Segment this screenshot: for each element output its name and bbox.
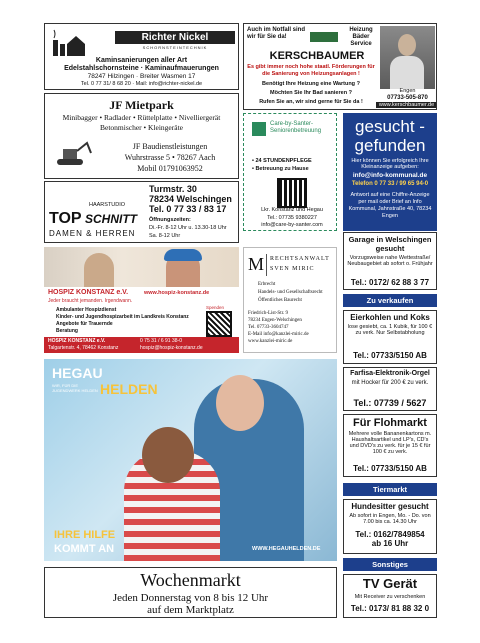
care-item1: • 24 STUNDENPFLEGE (252, 158, 312, 164)
hospiz-foot-addr: Talgartenstr. 4, 78462 Konstanz (48, 345, 119, 351)
gesucht-tel: Telefon 0 77 33 / 99 65 94-0 (351, 181, 429, 187)
anwalt-title1: RECHTSANWALT (270, 256, 330, 262)
kersch-l2: Benötigt Ihre Heizung eine Wartung ? (262, 81, 360, 87)
ad-top-schnitt (44, 181, 239, 243)
wochenmarkt-line1: Jeden Donnerstag von 8 bis 12 Uhr (112, 592, 269, 604)
kersch-photo (380, 26, 435, 89)
section-sonstiges: Sonstiges (343, 558, 437, 571)
hundesitter-text: Ab sofort in Engen, Mo. - Do. von 7.00 bis ca. 14.30 Uhr (349, 513, 431, 525)
care-mail: info@care-by-santer.com (261, 222, 323, 228)
anwalt-mail: E-Mail info@kanzlei-miric.de (248, 332, 309, 337)
topschnitt-hours1: Di.-Fr. 8-12 Uhr u. 13.30-18 Uhr (149, 225, 227, 231)
topschnitt-tel: Tel. 0 77 33 / 83 17 (149, 204, 227, 214)
farfisa-tel: Tel.: 07739 / 5627 (353, 398, 427, 408)
hegau-sub: WIR, FÜR DIE JUGENDWERK HELDEN (52, 383, 98, 393)
hundesitter-tel: Tel.: 0162/7849854 ab 16 Uhr (355, 530, 425, 548)
topschnitt-brand1: TOP (49, 210, 82, 227)
ad-tv-geraet (343, 574, 437, 618)
garage-tel: Tel.: 0172/ 62 88 3 77 (350, 278, 430, 287)
ad-hospiz-konstanz (44, 247, 239, 353)
hegau-helden: HELDEN (100, 381, 158, 397)
flohmarkt-text: Mehrere volle Bananenkartons m. Haushaltsartikel und LP's, CD's und DVD's zu verk. für je 15 € für 100 € zu verk. (348, 431, 432, 455)
ad-flohmarkt (343, 414, 437, 477)
richter-line2: Edelstahlschornsteine · Kaminaufmauerungen (64, 65, 219, 72)
richter-line4: Tel. 0 77 31/ 8 68 20 · Mail: info@richter-nickel.de (80, 81, 203, 87)
anwalt-area2: Handels- und Gesellschaftsrecht (258, 290, 323, 295)
anwalt-addr2: 78234 Engen-Welschingen (248, 318, 302, 323)
care-area: Lkr. Konstanz und Hegau (261, 207, 323, 213)
mietpark-title: JF Mietpark (109, 98, 174, 112)
hospiz-foot-tel: 0 75 31 / 6 91 38-0 (140, 338, 182, 344)
hegau-cta1: IHRE HILFE (54, 529, 116, 541)
richter-brand: Richter Nickel (115, 31, 235, 44)
hospiz-item-2: Angebote für Trauernde (56, 321, 113, 327)
hospiz-qr-code (206, 311, 232, 337)
gesucht-mail: info@info-kommunal.de (352, 172, 428, 179)
care-item2: • Betreuung zu Hause (252, 166, 309, 172)
mietpark-line1: Minibagger • Radlader • Rüttelplatte • Nivelliergerät (62, 113, 221, 122)
farfisa-text: mit Hocker für 200 € zu verk. (351, 380, 429, 386)
wochenmarkt-title: Wochenmarkt (140, 570, 241, 590)
richter-brand-sub: SCHORNSTEINTECHNIK (142, 45, 208, 50)
chimney-house-icon (51, 28, 85, 58)
hospiz-item-1: Kinder- und Jugendhospizarbeit im Landkreis Konstanz (56, 314, 189, 320)
ad-care-by-santer (243, 113, 337, 231)
flohmarkt-tel: Tel.: 07733/5150 AB (353, 464, 427, 473)
ad-gesucht-gefunden (343, 113, 437, 231)
mietpark-street: Wuhrstrasse 5 • 78267 Aach (124, 153, 216, 162)
gesucht-text1: Hier können Sie erfolgreich Ihre Kleinanzeige aufgeben: (351, 158, 429, 170)
hospiz-item-3: Beratung (56, 328, 78, 334)
section-tiermarkt: Tiermarkt (343, 483, 437, 496)
hegau-nurse-face (216, 375, 264, 431)
hegau-web: WWW.HEGAUHELDEN.DE (252, 546, 321, 552)
anwalt-title2: SVEN MIRIC (270, 266, 315, 272)
ad-kerschbaumer (243, 23, 437, 110)
tv-text: Mit Receiver zu verschenken (354, 594, 426, 600)
mietpark-phone: Mobil 01791063952 (137, 164, 203, 173)
flohmarkt-title: Für Flohmarkt (353, 417, 427, 429)
hospiz-foot-brand: HOSPIZ KONSTANZ e.V. (48, 338, 106, 344)
kersch-web: www.kerschbaumer.de (376, 102, 437, 108)
richter-line1: Kaminsanierungen aller Art (95, 57, 188, 64)
eierkohlen-title: Eierkohlen und Koks (350, 313, 430, 322)
topschnitt-hours2: Sa. 8-12 Uhr (149, 233, 181, 239)
hospiz-photo (44, 247, 239, 287)
mietpark-company: JF Baudienstleistungen (132, 142, 208, 151)
kersch-l4: Rufen Sie an, wir sind gerne für Sie da ! (259, 99, 363, 105)
kersch-city: Engen (399, 88, 416, 94)
kersch-l1: Es gibt immer noch hohe staatl. Förderungen für die Sanierung von Heizungsanlagen ! (247, 64, 375, 77)
ad-hegau-helden (44, 359, 337, 561)
section-zu-verkaufen: Zu verkaufen (343, 294, 437, 307)
anwalt-divider (266, 254, 267, 276)
garage-text: Vorzugsweise nahe Wettestraße/ Neubaugebiet ab sofort o. Frühjahr (347, 255, 433, 267)
anwalt-initial: M (248, 254, 265, 274)
hospiz-person-left (84, 253, 114, 287)
topschnitt-street: Turmstr. 30 (149, 184, 197, 194)
hospiz-web: www.hospiz-konstanz.de (144, 290, 210, 296)
eierkohlen-text: lose gesiebt, ca. 1 Kubik, für 100 € zu verk. Nur Selbstabholung (347, 324, 433, 336)
tv-tel: Tel.: 0173/ 81 88 32 0 (350, 604, 430, 613)
anwalt-area3: Öffentliches Baurecht (258, 298, 302, 303)
kersch-brand: KERSCHBAUMER (269, 50, 365, 62)
hospiz-foot-mail: hospiz@hospiz-konstanz.de (140, 345, 203, 351)
topschnitt-city: 78234 Welschingen (149, 194, 232, 204)
ad-rechtsanwalt-miric (243, 247, 337, 353)
kersch-phone: 07733-505-870 (387, 95, 428, 101)
tv-title: TV Gerät (362, 576, 418, 591)
hospiz-slogan: Jeder braucht jemanden. Irgendwann. (48, 298, 133, 304)
kersch-person-body (390, 56, 424, 89)
kersch-left-head: Auch im Notfall sind wir für Sie da! (247, 27, 306, 40)
topschnitt-studio: HAARSTUDIO (89, 202, 126, 208)
farfisa-title: Farfisa-Elektronik-Orgel (350, 370, 430, 377)
care-qr-code (277, 178, 307, 208)
topschnitt-hours-label: Öffnungszeiten: (149, 217, 191, 223)
anwalt-tel: Tel. 07733-3604747 (248, 325, 289, 330)
gesucht-title2: gefunden (354, 136, 426, 155)
topschnitt-brand3: DAMEN & HERREN (49, 229, 136, 238)
topschnitt-brand2: SCHNITT (85, 212, 137, 226)
care-tel: Tel.: 07735 9380227 (267, 215, 317, 221)
anwalt-web: www.kanzlei-miric.de (248, 339, 293, 344)
ad-jf-mietpark (44, 93, 239, 179)
richter-line3: 78247 Hilzingen · Breiter Wasmen 17 (87, 73, 196, 80)
excavator-icon (53, 139, 93, 169)
hospiz-item-0: Ambulanter Hospizdienst (56, 307, 117, 313)
anwalt-addr1: Friedrich-List-Str. 9 (248, 311, 288, 316)
hegau-cta2: KOMMT AN (54, 543, 115, 555)
kersch-logo-bar (310, 32, 338, 42)
ad-hundesitter (343, 499, 437, 554)
hundesitter-title: Hundesitter gesucht (351, 502, 429, 511)
hegau-brand: HEGAU (52, 365, 103, 381)
gesucht-title1: gesucht - (355, 117, 425, 136)
ad-farfisa (343, 367, 437, 411)
hospiz-headscarf (164, 249, 202, 261)
ad-eierkohlen (343, 310, 437, 364)
wochenmarkt-line2: auf dem Marktplatz (147, 604, 234, 616)
ad-richter-nickel (44, 23, 239, 90)
care-brand: Care-by-Santer-Seniorenbetreuung (270, 121, 322, 134)
ad-garage (343, 232, 437, 290)
hospiz-footer (44, 337, 239, 353)
mietpark-line2: Betonmischer • Kleingeräte (99, 123, 183, 132)
anwalt-area1: Erbrecht (258, 282, 276, 287)
kersch-l3: Möchten Sie Ihr Bad sanieren ? (270, 90, 352, 96)
hegau-child-face (142, 427, 194, 483)
hospiz-spenden: Spenden (206, 305, 225, 310)
eierkohlen-tel: Tel.: 07733/5150 AB (353, 351, 427, 360)
gesucht-text2: Antwort auf eine Chiffre-Anzeige per mail oder Brief an Info Kommunal, Jahnstraße 40, 78234 Engen (348, 192, 432, 219)
kersch-person-head (398, 34, 416, 56)
ad-wochenmarkt (44, 567, 337, 618)
hospiz-brand: HOSPIZ KONSTANZ e.V. (48, 289, 129, 296)
garage-title: Garage in Welschingen gesucht (348, 235, 432, 253)
kersch-right-head: Heizung Bäder Service (349, 27, 373, 47)
care-cross-icon (252, 122, 266, 136)
